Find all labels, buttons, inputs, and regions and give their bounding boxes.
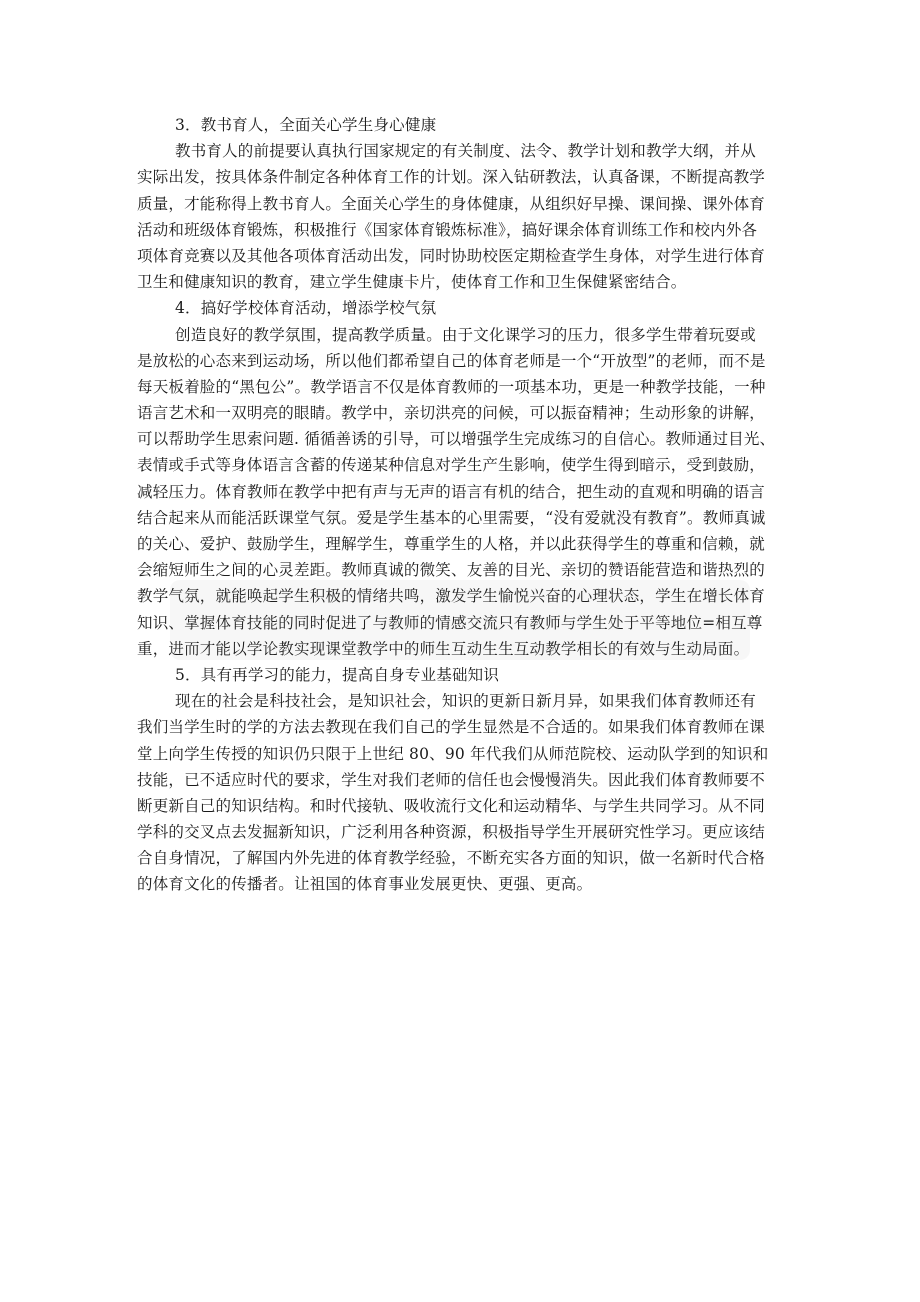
body-line: 表情或手式等身体语言含蓄的传递某种信息对学生产生影响，使学生得到暗示，受到鼓励， xyxy=(137,456,766,475)
body-line: 堂上向学生传授的知识仍只限于上世纪 80、90 年代我们从师范院校、运动队学到的知识和 xyxy=(137,744,769,763)
body-line: 项体育竞赛以及其他各项体育活动出发，同时协助校医定期检查学生身体，对学生进行体育 xyxy=(137,246,766,265)
body-line: 断更新自己的知识结构。和时代接轨、吸收流行文化和运动精华、与学生共同学习。从不同 xyxy=(137,796,766,815)
body-line: 减轻压力。体育教师在教学中把有声与无声的语言有机的结合，把生动的直观和明确的语言 xyxy=(137,482,766,501)
body-line: 结合起来从而能活跃课堂气氛。爱是学生基本的心里需要，“没有爱就没有教育”。教师真诚 xyxy=(137,508,766,527)
body-line: 会缩短师生之间的心灵差距。教师真诚的微笑、友善的目光、亲切的赞语能营造和谐热烈的 xyxy=(137,561,766,580)
section-heading: 4．搞好学校体育活动，增添学校气氛 xyxy=(175,299,437,318)
body-line: 学科的交叉点去发掘新知识，广泛利用各种资源，积极指导学生开展研究性学习。更应该结 xyxy=(137,823,766,842)
body-line: 实际出发，按具体条件制定各种体育工作的计划。深入钻研教法，认真备课，不断提高教学 xyxy=(137,168,766,187)
section-heading: 5．具有再学习的能力，提高自身专业基础知识 xyxy=(175,665,500,684)
body-line: 可以帮助学生思索问题. 循循善诱的引导，可以增强学生完成练习的自信心。教师通过目光、 xyxy=(137,430,776,449)
body-line: 现在的社会是科技社会，是知识社会，知识的更新日新月异，如果我们体育教师还有 xyxy=(175,692,756,711)
body-line: 卫生和健康知识的教育，建立学生健康卡片，使体育工作和卫生保健紧密结合。 xyxy=(137,273,687,292)
body-line: 是放松的心态来到运动场，所以他们都希望自己的体育老师是一个“开放型”的老师，而不是 xyxy=(137,351,766,370)
body-line: 合自身情况，了解国内外先进的体育教学经验，不断充实各方面的知识，做一名新时代合格 xyxy=(137,849,766,868)
body-line: 语言艺术和一双明亮的眼睛。教学中，亲切洪亮的问候，可以振奋精神；生动形象的讲解， xyxy=(137,404,766,423)
document-page xyxy=(137,112,785,898)
body-line: 创造良好的教学氛围，提高教学质量。由于文化课学习的压力，很多学生带着玩耍或 xyxy=(175,325,756,344)
body-line: 的体育文化的传播者。让祖国的体育事业发展更快、更强、更高。 xyxy=(137,875,593,894)
body-line: 知识、掌握体育技能的同时促进了与教师的情感交流只有教师与学生处于平等地位=相互尊 xyxy=(137,613,763,632)
body-line: 的关心、爱护、鼓励学生，理解学生，尊重学生的人格，并以此获得学生的尊重和信赖，就 xyxy=(137,535,766,553)
body-line: 教学气氛，就能唤起学生积极的情绪共鸣，激发学生愉悦兴奋的心理状态，学生在增长体育 xyxy=(137,587,766,606)
body-line: 重，进而才能以学论教实现课堂教学中的师生互动生生互动教学相长的有效与生动局面。 xyxy=(137,639,750,658)
body-line: 活动和班级体育锻炼，积极推行《国家体育锻炼标准》，搞好课余体育训练工作和校内外各 xyxy=(137,220,758,239)
section-heading: 3．教书育人，全面关心学生身心健康 xyxy=(175,116,437,134)
body-line: 技能，已不适应时代的要求，学生对我们老师的信任也会慢慢消失。因此我们体育教师要不 xyxy=(137,770,766,789)
body-line: 教书育人的前提要认真执行国家规定的有关制度、法令、教学计划和教学大纲，并从 xyxy=(175,142,756,161)
body-line: 每天板着脸的“黑包公”。教学语言不仅是体育教师的一项基本功，更是一种教学技能，一种 xyxy=(137,377,766,396)
body-line: 质量，才能称得上教书育人。全面关心学生的身体健康，从组织好早操、课间操、课外体育 xyxy=(137,194,766,213)
body-line: 我们当学生时的学的方法去教现在我们自己的学生显然是不合适的。如果我们体育教师在课 xyxy=(137,718,766,737)
